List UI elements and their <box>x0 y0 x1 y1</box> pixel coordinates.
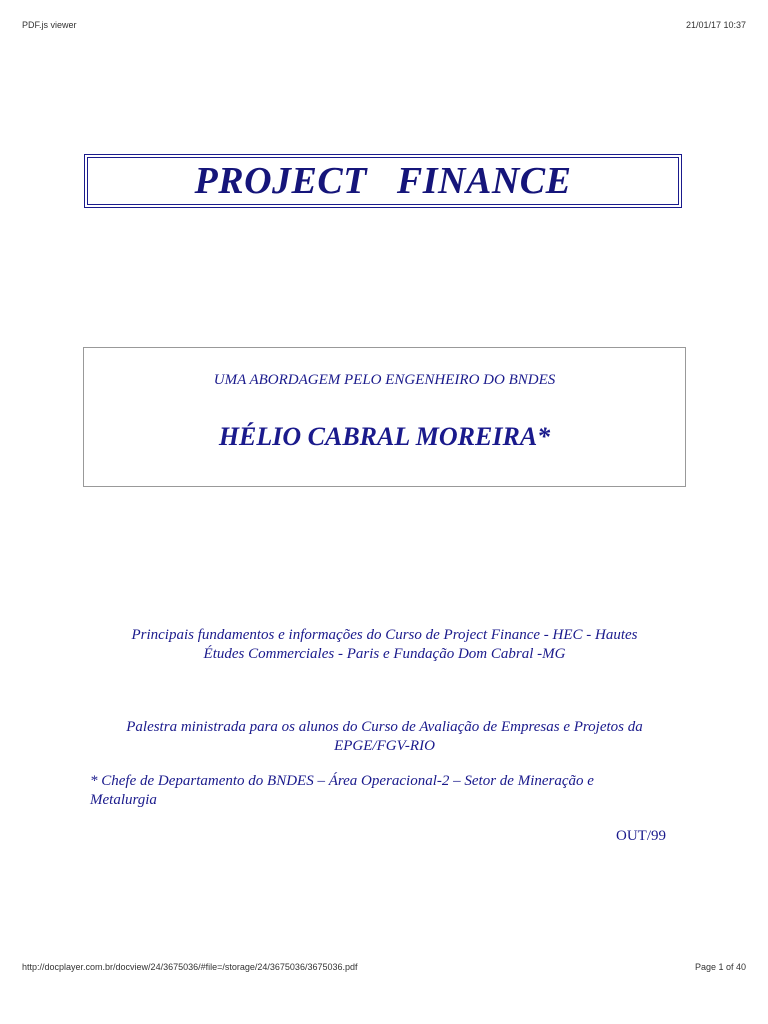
document-date: OUT/99 <box>616 828 666 844</box>
fundamentals-paragraph <box>92 626 677 664</box>
subtitle-approach: UMA ABORDAGEM PELO ENGENHEIRO DO BNDES <box>213 372 556 388</box>
footnote-line-1: * Chefe de Departamento do BNDES – Área Operacional-2 – Setor de Mineração e <box>90 773 594 789</box>
lecture-line-1: Palestra ministrada para os alunos do Curso de Avaliação de Empresas e Projetos da <box>126 719 643 735</box>
print-footer <box>0 962 768 976</box>
print-footer-url: http://docplayer.com.br/docview/24/3675036/#file=/storage/24/3675036/3675036.pdf <box>22 962 358 972</box>
print-header-title: PDF.js viewer <box>22 20 77 30</box>
lecture-paragraph <box>92 718 677 756</box>
footnote-paragraph <box>90 772 680 810</box>
print-footer-page-number: Page 1 of 40 <box>694 962 746 972</box>
author-name: HÉLIO CABRAL MOREIRA* <box>218 422 551 451</box>
fundamentals-line-1: Principais fundamentos e informações do Curso de Project Finance - HEC - Hautes <box>131 627 638 643</box>
print-header-timestamp: 21/01/17 10:37 <box>685 20 746 30</box>
print-header <box>0 20 768 34</box>
lecture-line-2: EPGE/FGV-RIO <box>334 738 435 754</box>
document-title-box <box>84 154 682 208</box>
fundamentals-line-2: Études Commerciales - Paris e Fundação Dom Cabral -MG <box>203 646 566 662</box>
document-title-box-inner <box>87 157 679 205</box>
document-title: PROJECT FINANCE <box>194 160 572 202</box>
subtitle-box <box>83 347 686 487</box>
footnote-line-2: Metalurgia <box>90 792 157 808</box>
